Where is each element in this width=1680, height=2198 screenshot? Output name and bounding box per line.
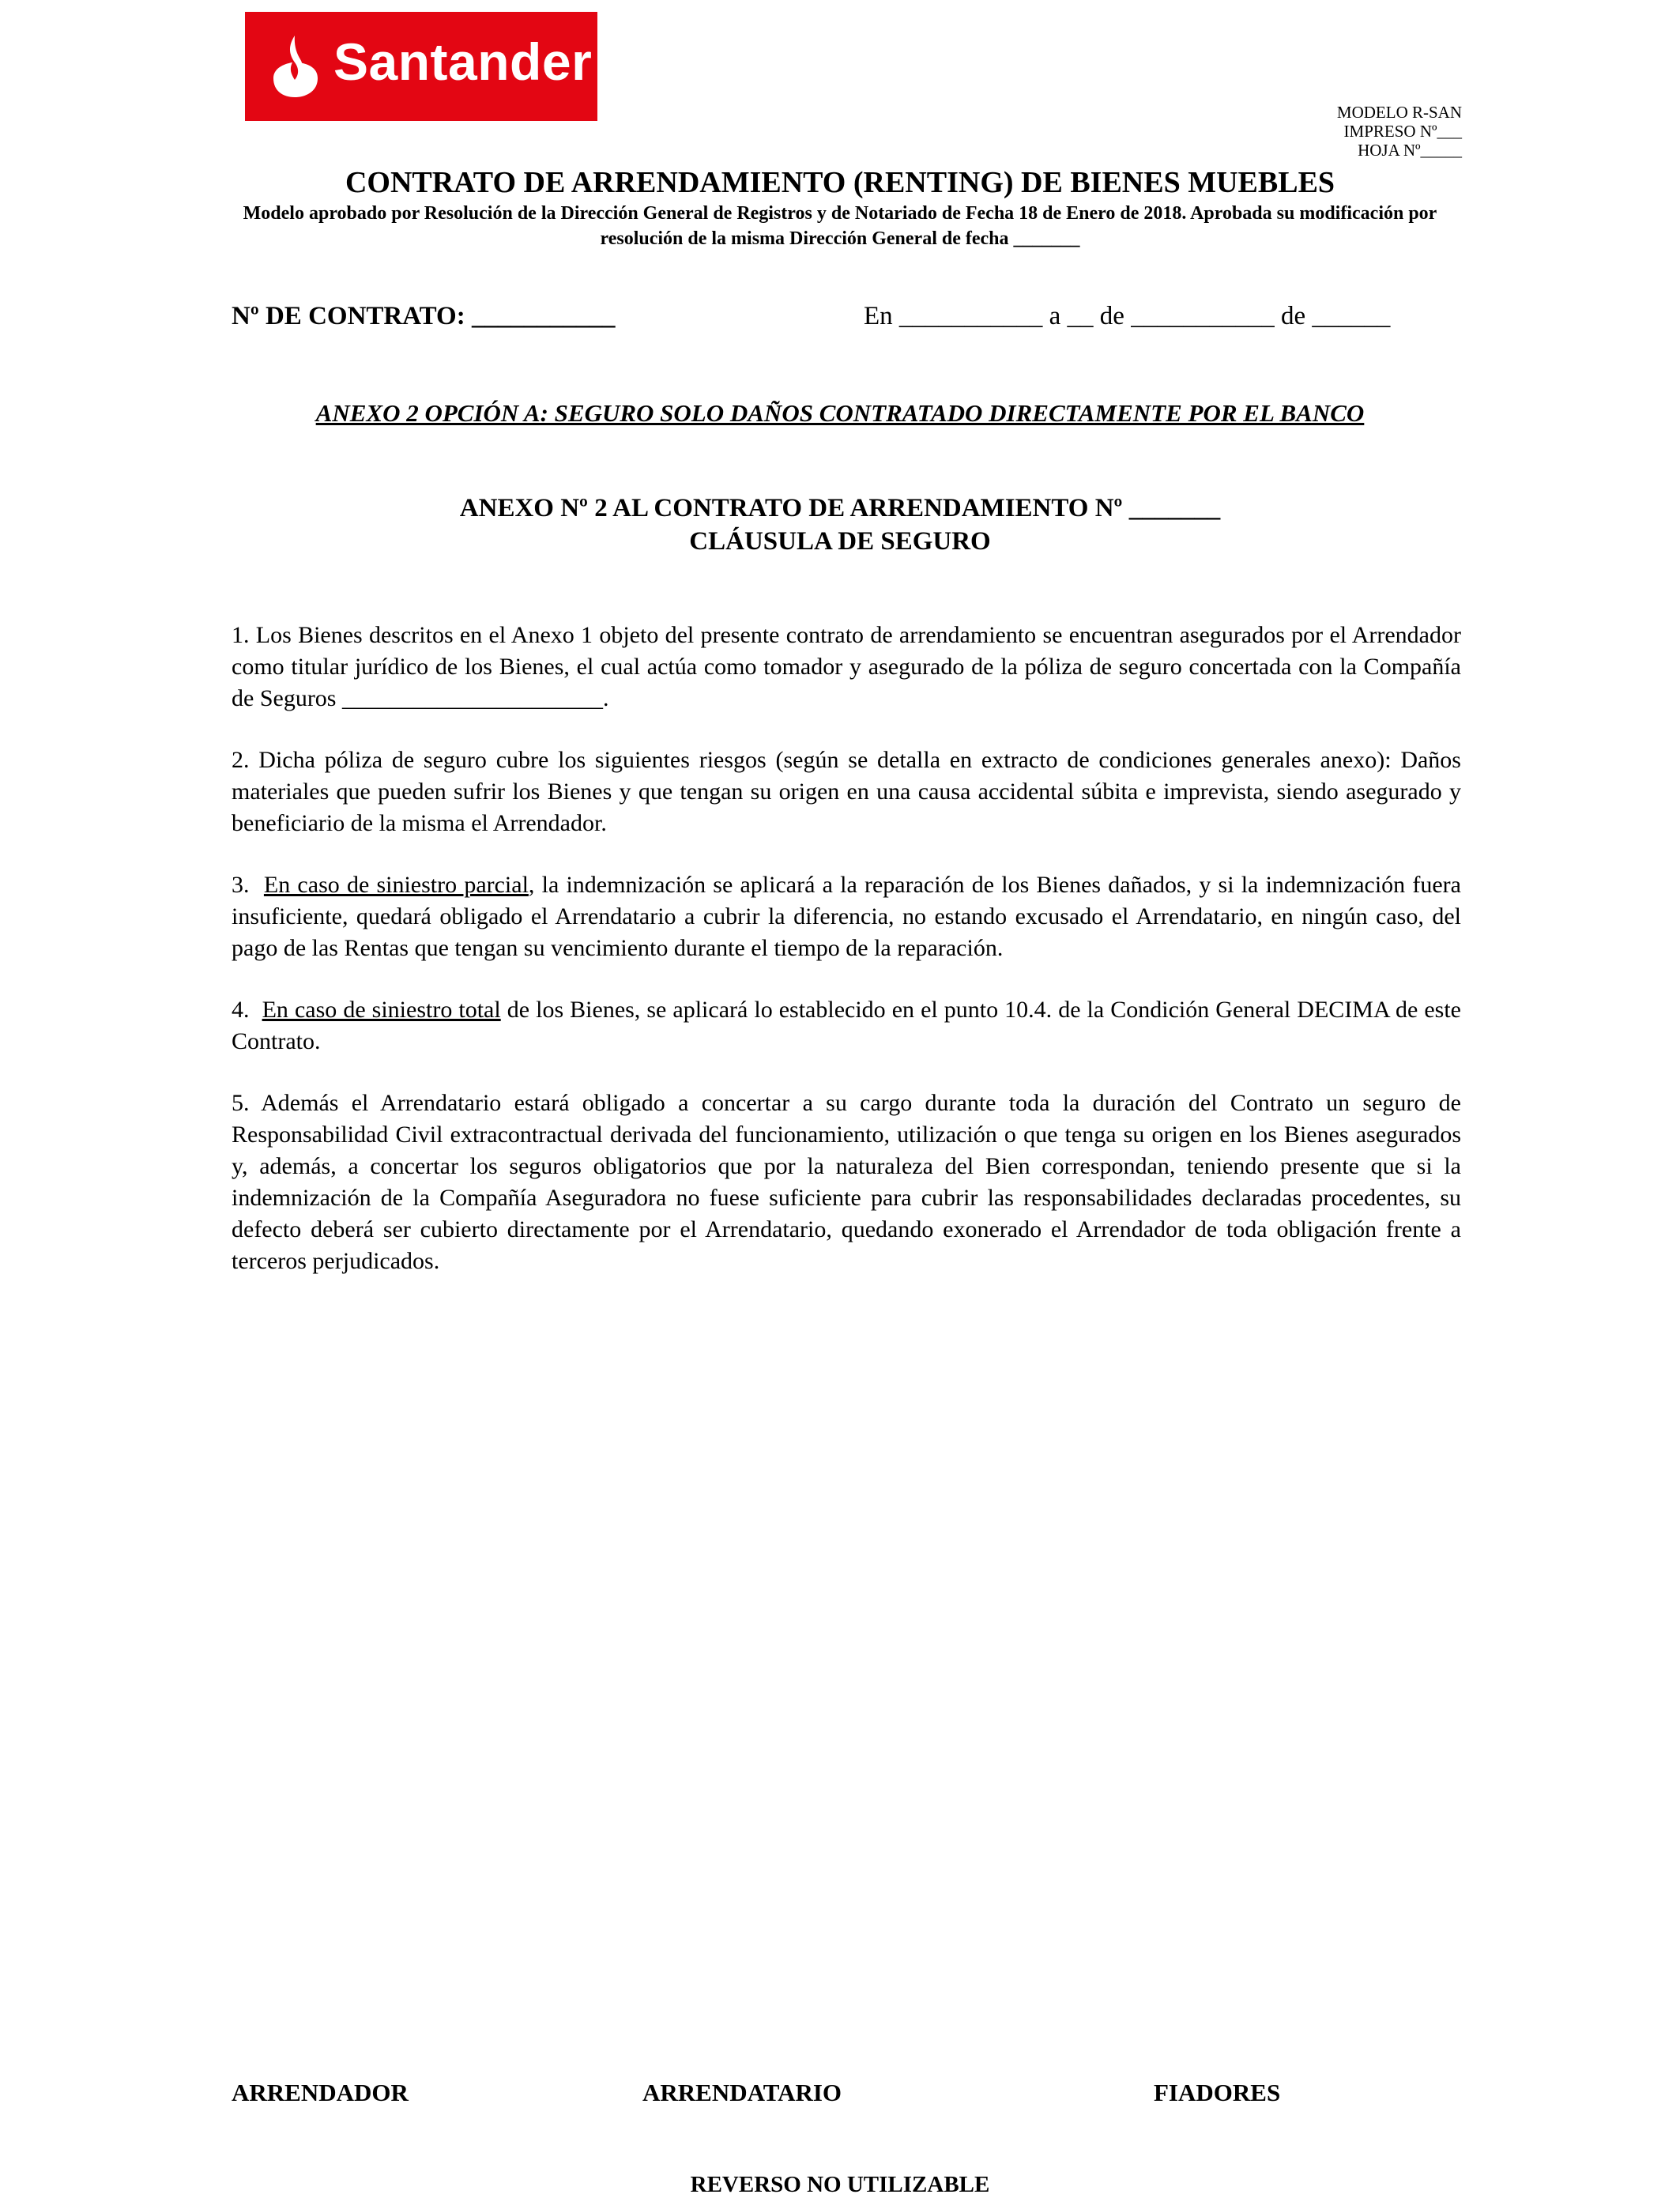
clause-4 xyxy=(232,994,1461,1058)
clause-3-underlined: En caso de siniestro parcial xyxy=(263,872,529,898)
clause-3 xyxy=(232,869,1461,964)
lessee-label: ARRENDATARIO xyxy=(642,2079,842,2106)
document-title: CONTRATO DE ARRENDAMIENTO (RENTING) DE BIENES MUEBLES xyxy=(345,166,1335,199)
annex-title-line2: CLÁUSULA DE SEGURO xyxy=(689,527,991,556)
flame-icon xyxy=(267,32,322,100)
reverse-note: REVERSO NO UTILIZABLE xyxy=(690,2172,990,2197)
model-block xyxy=(1337,103,1462,160)
clauses xyxy=(232,620,1461,1307)
annex-title-line1: ANEXO Nº 2 AL CONTRATO DE ARRENDAMIENTO Nº _______ xyxy=(459,494,1221,522)
lessor-label: ARRENDADOR xyxy=(232,2079,409,2106)
clause-1: 1. Los Bienes descritos en el Anexo 1 objeto del presente contrato de arrendamiento se encuentran asegurados por el Arrendador como titular jurídico de los Bienes, el cual actúa como tomador y asegurado de la póliza de seguro concertada con la Compañía de Seguros ______________________. xyxy=(232,622,1461,711)
clause-3-number: 3. xyxy=(232,872,250,898)
sheet-number: HOJA Nº_____ xyxy=(1358,141,1462,160)
guarantors-label: FIADORES xyxy=(1154,2079,1281,2106)
santander-logo xyxy=(245,12,597,121)
clause-3-text: , la indemnización se aplicará a la reparación de los Bienes dañados, y si la indemnización fuera insuficiente, quedará obligado el Arrendatario a cubrir la diferencia, no estando excusado el Arrendatario, en ningún caso, del pago de las Rentas que tengan su vencimiento durante el tiempo de la reparación. xyxy=(232,872,1461,961)
logo-text: Santander xyxy=(333,32,593,91)
model-code: MODELO R-SAN xyxy=(1336,103,1462,122)
clause-2: 2. Dicha póliza de seguro cubre los siguientes riesgos (según se detalla en extracto de condiciones generales anexo): Daños materiales que pueden sufrir los Bienes y que tengan su origen en una causa accidental súbita e imprevista, siendo asegurado y beneficiario de la misma el Arrendador. xyxy=(232,747,1461,836)
annex-option-heading: ANEXO 2 OPCIÓN A: SEGURO SOLO DAÑOS CONTRATADO DIRECTAMENTE POR EL BANCO xyxy=(315,399,1365,427)
contract-number: Nº DE CONTRATO: ___________ xyxy=(232,302,616,330)
clause-5: 5. Además el Arrendatario estará obligado a concertar a su cargo durante toda la duración del Contrato un seguro de Responsabilidad Civil extracontractual derivada del funcionamiento, utilización o que tenga su origen en los Bienes asegurados y, además, a concertar los seguros obligatorios que por la naturaleza del Bien correspondan, teniendo presente que si la indemnización de la Compañía Aseguradora no fuese suficiente para cubrir las responsabilidades declaradas procedentes, su defecto deberá ser cubierto directamente por el Arrendatario, quedando exonerado el Arrendador de toda obligación frente a terceros perjudicados. xyxy=(232,1090,1461,1274)
clause-4-underlined: En caso de siniestro total xyxy=(262,997,501,1023)
clause-4-number: 4. xyxy=(232,997,250,1023)
annex-title xyxy=(0,492,1680,558)
clause-4-text: de los Bienes, se aplicará lo establecido en el punto 10.4. de la Condición General DECIMA de este Contrato. xyxy=(232,997,1461,1054)
printed-number: IMPRESO Nº___ xyxy=(1343,122,1462,141)
place-date: En ___________ a __ de ___________ de ______ xyxy=(864,302,1391,330)
approval-note: Modelo aprobado por Resolución de la Dirección General de Registros y de Notariado de Fecha 18 de Enero de 2018. Aprobada su modificación por resolución de la misma Dirección General de fecha _______ xyxy=(243,203,1437,249)
